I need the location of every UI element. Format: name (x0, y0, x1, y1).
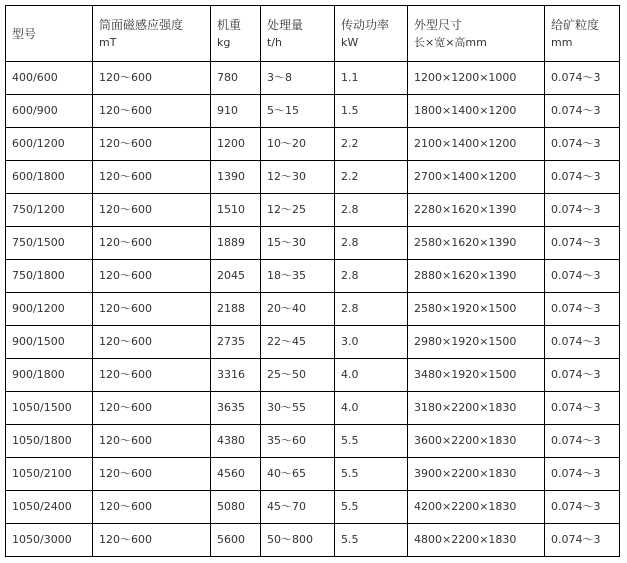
table-row (6, 359, 620, 392)
dimensions-cell: 4800×2200×1830 (408, 524, 545, 557)
magnetic-induction-cell: 120～600 (93, 194, 211, 227)
dimensions-cell: 3180×2200×1830 (408, 392, 545, 425)
capacity-cell: 12～25 (261, 194, 335, 227)
capacity-cell: 50～800 (261, 524, 335, 557)
model-cell: 750/1200 (6, 194, 93, 227)
weight-cell: 1200 (211, 128, 261, 161)
power-cell: 2.8 (335, 293, 408, 326)
feed-size-cell: 0.074～3 (545, 62, 620, 95)
table-row (6, 62, 620, 95)
weight-cell: 3316 (211, 359, 261, 392)
weight-cell: 5600 (211, 524, 261, 557)
power-cell: 5.5 (335, 491, 408, 524)
capacity-cell: 10～20 (261, 128, 335, 161)
dimensions-cell: 2980×1920×1500 (408, 326, 545, 359)
dimensions-cell: 2700×1400×1200 (408, 161, 545, 194)
table-row (6, 128, 620, 161)
model-cell: 600/900 (6, 95, 93, 128)
capacity-cell: 12～30 (261, 161, 335, 194)
header-cell-model (6, 6, 93, 62)
dimensions-cell: 3900×2200×1830 (408, 458, 545, 491)
feed-size-cell: 0.074～3 (545, 194, 620, 227)
feed-size-cell: 0.074～3 (545, 359, 620, 392)
model-cell: 600/1800 (6, 161, 93, 194)
header-label: 处理量 (267, 17, 304, 32)
dimensions-cell: 2280×1620×1390 (408, 194, 545, 227)
power-cell: 5.5 (335, 425, 408, 458)
weight-cell: 2188 (211, 293, 261, 326)
header-unit: 长×宽×高mm (414, 35, 487, 49)
power-cell: 2.8 (335, 227, 408, 260)
weight-cell: 910 (211, 95, 261, 128)
header-cell-power (335, 6, 408, 62)
feed-size-cell: 0.074～3 (545, 128, 620, 161)
header-unit: kg (217, 35, 231, 49)
dimensions-cell: 3480×1920×1500 (408, 359, 545, 392)
weight-cell: 4380 (211, 425, 261, 458)
weight-cell: 5080 (211, 491, 261, 524)
header-cell-capacity (261, 6, 335, 62)
table-row (6, 161, 620, 194)
spec-table-container (5, 5, 620, 557)
dimensions-cell: 3600×2200×1830 (408, 425, 545, 458)
capacity-cell: 45～70 (261, 491, 335, 524)
feed-size-cell: 0.074～3 (545, 425, 620, 458)
feed-size-cell: 0.074～3 (545, 491, 620, 524)
model-cell: 600/1200 (6, 128, 93, 161)
dimensions-cell: 4200×2200×1830 (408, 491, 545, 524)
weight-cell: 4560 (211, 458, 261, 491)
header-label: 型号 (12, 26, 37, 41)
feed-size-cell: 0.074～3 (545, 227, 620, 260)
header-cell-feed-size (545, 6, 620, 62)
feed-size-cell: 0.074～3 (545, 260, 620, 293)
table-row (6, 95, 620, 128)
magnetic-induction-cell: 120～600 (93, 95, 211, 128)
magnetic-induction-cell: 120～600 (93, 491, 211, 524)
header-label: 给矿粒度 (551, 17, 600, 32)
model-cell: 750/1800 (6, 260, 93, 293)
power-cell: 1.1 (335, 62, 408, 95)
header-label: 机重 (217, 17, 242, 32)
header-row (6, 6, 620, 62)
weight-cell: 1510 (211, 194, 261, 227)
power-cell: 1.5 (335, 95, 408, 128)
dimensions-cell: 1200×1200×1000 (408, 62, 545, 95)
magnetic-induction-cell: 120～600 (93, 128, 211, 161)
magnetic-induction-cell: 120～600 (93, 62, 211, 95)
header-cell-magnetic-induction (93, 6, 211, 62)
model-cell: 750/1500 (6, 227, 93, 260)
magnetic-induction-cell: 120～600 (93, 161, 211, 194)
power-cell: 2.2 (335, 161, 408, 194)
weight-cell: 1889 (211, 227, 261, 260)
dimensions-cell: 2580×1920×1500 (408, 293, 545, 326)
model-cell: 1050/1500 (6, 392, 93, 425)
magnetic-induction-cell: 120～600 (93, 260, 211, 293)
feed-size-cell: 0.074～3 (545, 95, 620, 128)
power-cell: 3.0 (335, 326, 408, 359)
header-label: 传动功率 (341, 17, 390, 32)
feed-size-cell: 0.074～3 (545, 524, 620, 557)
feed-size-cell: 0.074～3 (545, 293, 620, 326)
model-cell: 900/1200 (6, 293, 93, 326)
feed-size-cell: 0.074～3 (545, 458, 620, 491)
magnetic-induction-cell: 120～600 (93, 392, 211, 425)
weight-cell: 3635 (211, 392, 261, 425)
capacity-cell: 22～45 (261, 326, 335, 359)
capacity-cell: 25～50 (261, 359, 335, 392)
dimensions-cell: 2100×1400×1200 (408, 128, 545, 161)
capacity-cell: 15～30 (261, 227, 335, 260)
table-row (6, 392, 620, 425)
header-label: 外型尺寸 (414, 17, 463, 32)
spec-table (5, 5, 620, 557)
magnetic-induction-cell: 120～600 (93, 359, 211, 392)
magnetic-induction-cell: 120～600 (93, 524, 211, 557)
model-cell: 1050/3000 (6, 524, 93, 557)
power-cell: 2.2 (335, 128, 408, 161)
feed-size-cell: 0.074～3 (545, 161, 620, 194)
power-cell: 5.5 (335, 524, 408, 557)
table-row (6, 491, 620, 524)
power-cell: 4.0 (335, 359, 408, 392)
table-row (6, 425, 620, 458)
dimensions-cell: 2880×1620×1390 (408, 260, 545, 293)
model-cell: 900/1500 (6, 326, 93, 359)
table-row (6, 524, 620, 557)
capacity-cell: 3～8 (261, 62, 335, 95)
model-cell: 1050/2400 (6, 491, 93, 524)
feed-size-cell: 0.074～3 (545, 392, 620, 425)
weight-cell: 2735 (211, 326, 261, 359)
capacity-cell: 5～15 (261, 95, 335, 128)
header-unit: kW (341, 35, 359, 49)
capacity-cell: 20～40 (261, 293, 335, 326)
magnetic-induction-cell: 120～600 (93, 227, 211, 260)
magnetic-induction-cell: 120～600 (93, 293, 211, 326)
header-unit: t/h (267, 35, 282, 49)
capacity-cell: 18～35 (261, 260, 335, 293)
header-unit: mm (551, 35, 573, 49)
table-row (6, 458, 620, 491)
dimensions-cell: 2580×1620×1390 (408, 227, 545, 260)
power-cell: 5.5 (335, 458, 408, 491)
capacity-cell: 30～55 (261, 392, 335, 425)
table-row (6, 260, 620, 293)
power-cell: 4.0 (335, 392, 408, 425)
capacity-cell: 40～65 (261, 458, 335, 491)
weight-cell: 1390 (211, 161, 261, 194)
table-row (6, 326, 620, 359)
weight-cell: 780 (211, 62, 261, 95)
table-row (6, 194, 620, 227)
magnetic-induction-cell: 120～600 (93, 458, 211, 491)
header-label: 筒面磁感应强度 (99, 17, 184, 32)
power-cell: 2.8 (335, 260, 408, 293)
model-cell: 900/1800 (6, 359, 93, 392)
magnetic-induction-cell: 120～600 (93, 326, 211, 359)
dimensions-cell: 1800×1400×1200 (408, 95, 545, 128)
power-cell: 2.8 (335, 194, 408, 227)
capacity-cell: 35～60 (261, 425, 335, 458)
table-row (6, 293, 620, 326)
header-cell-dimensions (408, 6, 545, 62)
model-cell: 1050/1800 (6, 425, 93, 458)
magnetic-induction-cell: 120～600 (93, 425, 211, 458)
model-cell: 1050/2100 (6, 458, 93, 491)
header-cell-weight (211, 6, 261, 62)
table-row (6, 227, 620, 260)
model-cell: 400/600 (6, 62, 93, 95)
header-unit: mT (99, 35, 117, 49)
feed-size-cell: 0.074～3 (545, 326, 620, 359)
weight-cell: 2045 (211, 260, 261, 293)
